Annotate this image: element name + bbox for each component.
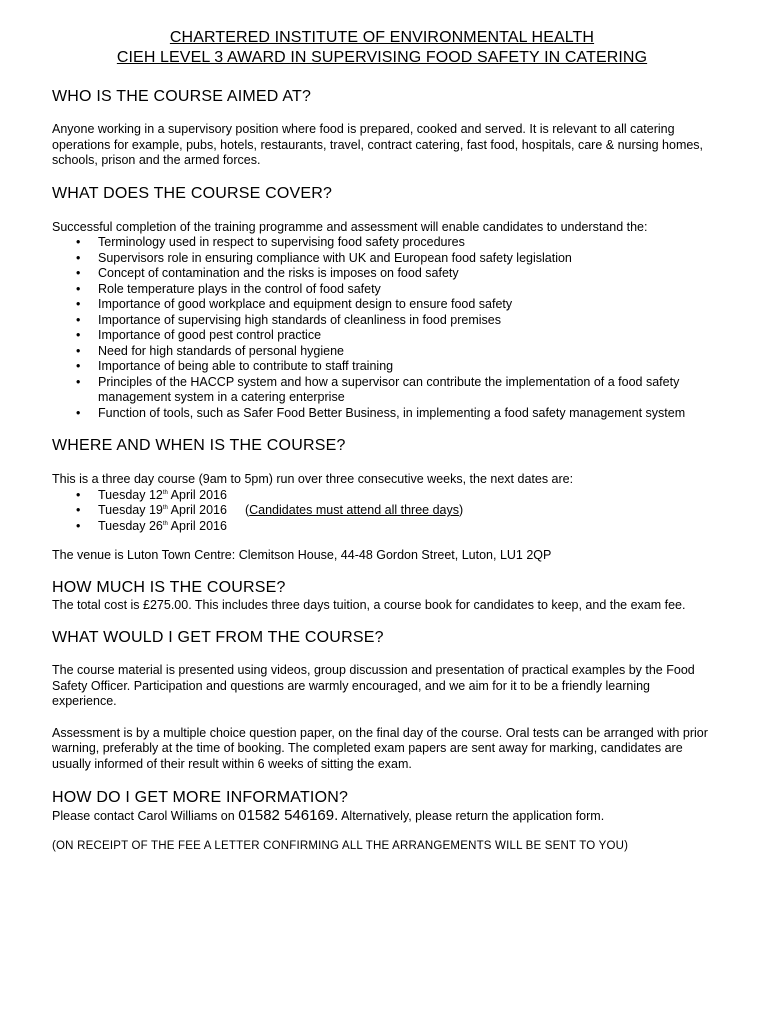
bullet-icon: • [76, 281, 81, 296]
bullet-icon: • [76, 328, 81, 342]
list-item: • Need for high standards of personal hygiene [76, 343, 344, 358]
bullet-icon: • [76, 518, 81, 533]
bullet-icon: • [76, 235, 81, 249]
phone-number: 01582 546169. [238, 807, 339, 824]
get-body-1: The course material is presented using videos, group discussion and presentation of practical examples by the Food Safety Officer. Participation and questions are warmly encouraged, and we aim for it to be a friendly learning experience. [52, 663, 695, 708]
list-item: • Terminology used in respect to supervising food safety procedures [76, 235, 465, 249]
title-line-2: CIEH LEVEL 3 AWARD IN SUPERVISING FOOD SAFETY IN CATERING [116, 49, 648, 66]
date-item: • Tuesday 26th April 2016 [76, 518, 227, 533]
list-item: • Supervisors role in ensuring compliance with UK and European food safety legislation [76, 250, 572, 265]
list-item: • Principles of the HACCP system and how a supervisor can contribute the implementation of a food safety management system in a catering enterprise [76, 374, 680, 404]
venue: The venue is Luton Town Centre: Clemitson House, 44-48 Gordon Street, Luton, LU1 2QP [52, 548, 552, 562]
heading-cover: WHAT DOES THE COURSE COVER? [52, 184, 333, 202]
bullet-icon: • [76, 359, 81, 373]
bullet-icon: • [76, 312, 81, 327]
document-page [52, 28, 712, 854]
attend-note: Candidates must attend all three days [249, 503, 459, 517]
bullet-icon: • [76, 343, 81, 358]
bullet-icon: • [76, 503, 81, 517]
cover-intro: Successful completion of the training programme and assessment will enable candidates to understand the: [52, 219, 648, 234]
bullet-icon: • [76, 374, 81, 389]
date-item: • Tuesday 19th April 2016 (Candidates must attend all three days) [76, 503, 464, 517]
bullet-icon: • [76, 297, 81, 311]
fee-note: (ON RECEIPT OF THE FEE A LETTER CONFIRMING ALL THE ARRANGEMENTS WILL BE SENT TO YOU) [52, 839, 629, 852]
heading-when: WHERE AND WHEN IS THE COURSE? [52, 437, 346, 454]
title-line-1: CHARTERED INSTITUTE OF ENVIRONMENTAL HEALTH [169, 29, 595, 46]
heading-get: WHAT WOULD I GET FROM THE COURSE? [52, 629, 384, 646]
bullet-icon: • [76, 266, 81, 280]
get-body-2: Assessment is by a multiple choice question paper, on the final day of the course. Oral tests can be arranged with prior warning, preferably at the time of booking. The completed exam papers are sent away for marking, candidates are usually informed of their result within 6 weeks of sitting the exam. [52, 725, 708, 771]
heading-cost: HOW MUCH IS THE COURSE? [52, 578, 286, 596]
cost-body: The total cost is £275.00. This includes three days tuition, a course book for candidates to keep, and the exam fee. [52, 597, 686, 612]
bullet-icon: • [76, 250, 81, 265]
bullet-icon: • [76, 405, 81, 420]
heading-info: HOW DO I GET MORE INFORMATION? [52, 789, 349, 806]
list-item: • Importance of good workplace and equipment design to ensure food safety [76, 297, 513, 311]
list-item: • Importance of good pest control practice [76, 328, 322, 342]
heading-aimed: WHO IS THE COURSE AIMED AT? [52, 88, 312, 105]
aimed-body: Anyone working in a supervisory position where food is prepared, cooked and served. It is relevant to all catering operations for example, pubs, hotels, restaurants, travel, contract catering, fast food, hospitals, care & nursing homes, schools, prison and the armed forces. [52, 122, 704, 167]
list-item: • Importance of supervising high standards of cleanliness in food premises [76, 312, 501, 327]
dates-list [52, 488, 712, 535]
cover-list [52, 235, 712, 421]
when-intro: This is a three day course (9am to 5pm) run over three consecutive weeks, the next dates are: [52, 472, 574, 486]
contact-line: Please contact Carol Williams on 01582 546169. Alternatively, please return the application form. [52, 807, 605, 824]
list-item: • Function of tools, such as Safer Food Better Business, in implementing a food safety management system [76, 405, 686, 420]
bullet-icon: • [76, 487, 81, 502]
list-item: • Importance of being able to contribute to staff training [76, 359, 394, 373]
list-item: • Concept of contamination and the risks is imposes on food safety [76, 266, 459, 280]
date-item: • Tuesday 12th April 2016 [76, 487, 227, 502]
list-item: • Role temperature plays in the control of food safety [76, 281, 381, 296]
